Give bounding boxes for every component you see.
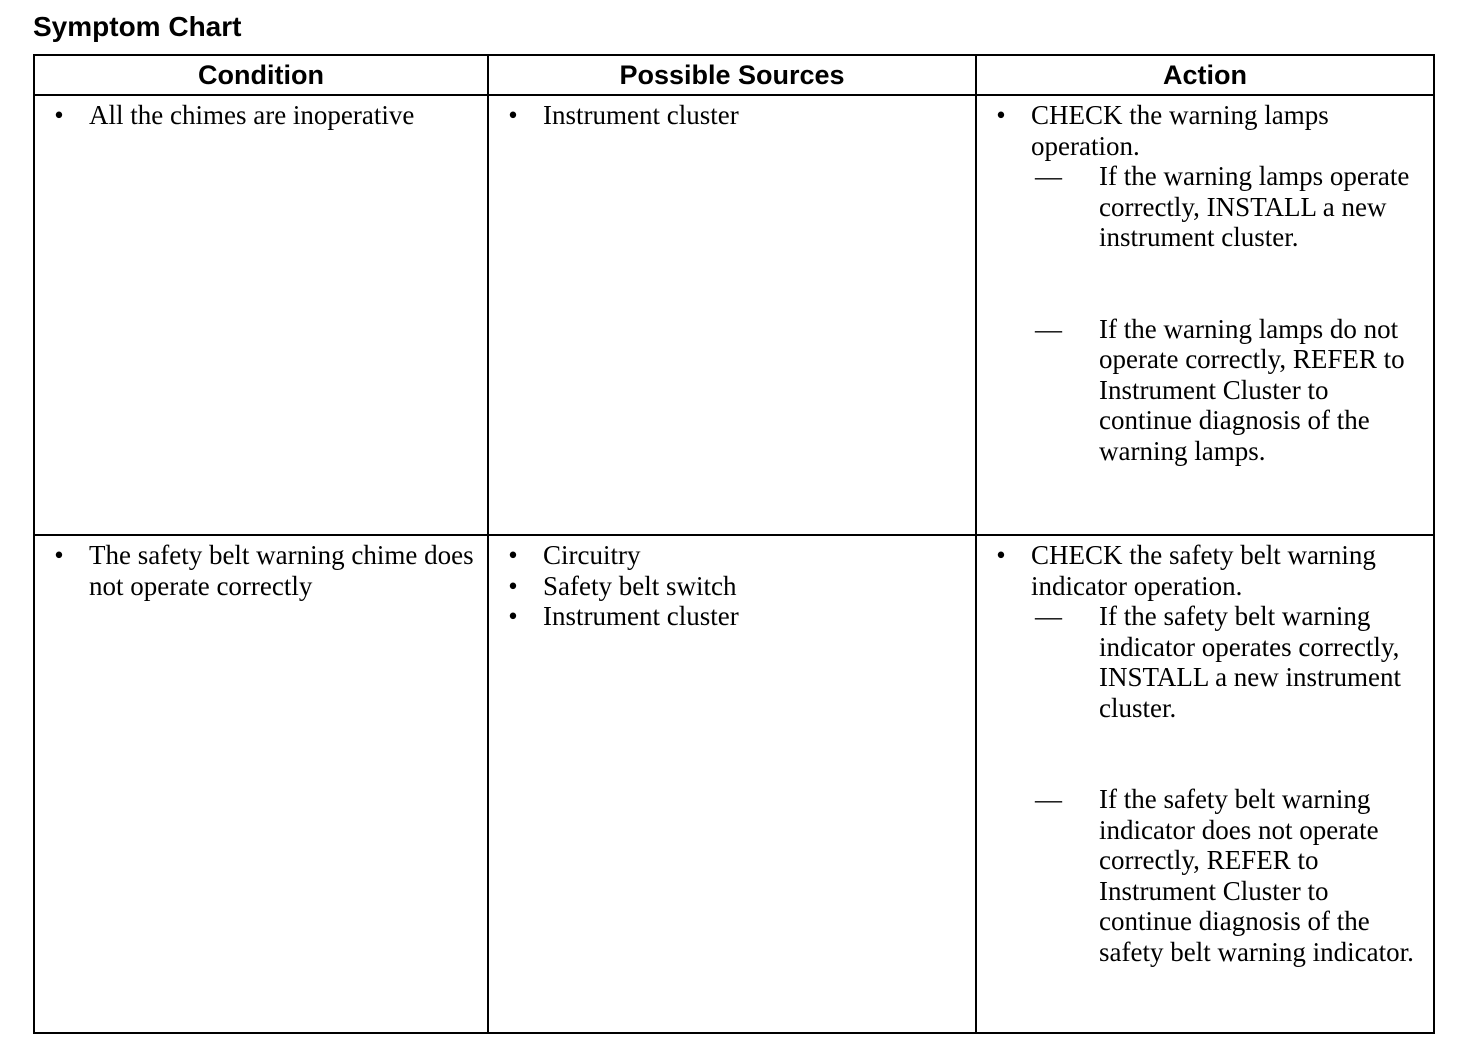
action-sub-text: If the warning lamps do not operate correctly, REFER to Instrument Cluster to continue diagnosis of the warning lamps.	[1099, 313, 1405, 466]
source-text: Circuitry	[543, 540, 641, 570]
bullet-icon: •	[508, 100, 518, 130]
bullet-icon: •	[508, 601, 518, 631]
dash-icon: —	[1035, 161, 1062, 191]
bullet-icon: •	[996, 100, 1006, 130]
sources-cell	[488, 95, 976, 535]
symptom-chart-table	[33, 54, 1435, 1034]
bullet-icon: •	[54, 540, 64, 570]
action-cell	[976, 95, 1434, 535]
action-sub-item	[977, 161, 1425, 253]
condition-item	[35, 100, 487, 131]
source-text: Instrument cluster	[543, 100, 739, 130]
condition-cell	[34, 535, 488, 1033]
dash-icon: —	[1035, 784, 1062, 814]
header-condition: Condition	[34, 55, 488, 95]
action-sub-text: If the warning lamps operate correctly, INSTALL a new instrument cluster.	[1099, 161, 1410, 252]
dash-icon: —	[1035, 313, 1062, 344]
action-sub-text: If the safety belt warning indicator operates correctly, INSTALL a new instrument cluster.	[1099, 601, 1402, 723]
action-main-text: CHECK the safety belt warning indicator operation.	[1031, 540, 1376, 601]
source-text: Safety belt switch	[543, 570, 737, 601]
header-row	[34, 55, 1434, 95]
source-text: Instrument cluster	[543, 601, 739, 631]
bullet-icon: •	[508, 570, 518, 601]
condition-item	[35, 540, 487, 601]
sources-cell	[488, 535, 976, 1033]
action-cell	[976, 535, 1434, 1033]
bullet-icon: •	[996, 540, 1006, 570]
condition-text: All the chimes are inoperative	[89, 100, 415, 130]
header-action: Action	[976, 55, 1434, 95]
action-main-text: CHECK the warning lamps operation.	[1031, 100, 1329, 161]
source-item	[489, 100, 975, 131]
condition-cell	[34, 95, 488, 535]
bullet-icon: •	[54, 100, 64, 130]
action-item	[977, 540, 1433, 601]
action-sub-text: If the safety belt warning indicator does not operate correctly, REFER to Instrument Cluster to continue diagnosis of the safety belt warning indicator.	[1099, 784, 1414, 967]
source-item	[489, 540, 975, 571]
source-item	[489, 571, 975, 602]
table-row	[34, 535, 1434, 1033]
page-title: Symptom Chart	[33, 11, 242, 42]
dash-icon: —	[1035, 601, 1062, 631]
table-row	[34, 95, 1434, 535]
header-possible-sources: Possible Sources	[488, 55, 976, 95]
source-item	[489, 601, 975, 632]
condition-text: The safety belt warning chime does not operate correctly	[89, 540, 474, 601]
action-sub-item	[977, 784, 1425, 967]
action-sub-item	[977, 314, 1425, 467]
bullet-icon: •	[508, 540, 518, 570]
action-item	[977, 100, 1433, 161]
action-sub-item	[977, 601, 1425, 723]
